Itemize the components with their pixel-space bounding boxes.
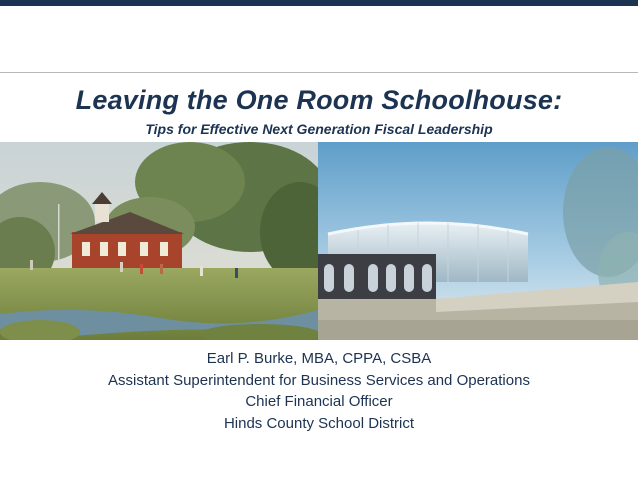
title-rule [0,72,638,73]
presenter-name: Earl P. Burke, MBA, CPPA, CSBA [206,350,432,367]
top-bar [0,0,638,6]
presenter-organization: Hinds County School District [223,414,415,432]
title-block [0,82,638,138]
presenter-office: Chief Financial Officer [245,393,393,410]
modern-school-rendering-image [318,142,638,340]
slide-subtitle: Tips for Effective Next Generation Fiscal Leadership [145,121,493,137]
presenter-role: Assistant Superintendent for Business Services and Operations [108,371,530,389]
schoolhouse-painting-image [0,142,318,340]
slide-title: Leaving the One Room Schoolhouse: [75,85,563,115]
presenter-info [0,348,638,434]
